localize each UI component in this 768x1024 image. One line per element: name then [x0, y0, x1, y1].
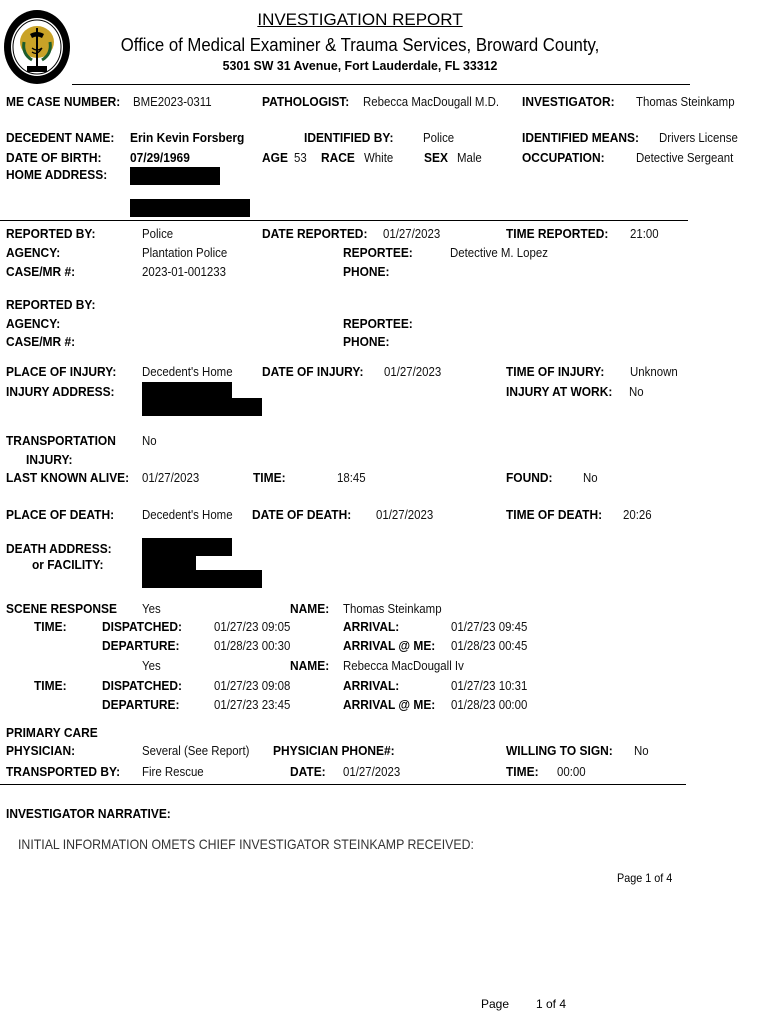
age-label: AGE — [262, 150, 288, 165]
transportation-label: TRANSPORTATION — [6, 433, 116, 448]
transport-time-label: TIME: — [506, 764, 539, 779]
transportation-injury-label: INJURY: — [26, 452, 73, 467]
time-of-death-label: TIME OF DEATH: — [506, 507, 603, 522]
responder-2-departure: 01/27/23 23:45 — [214, 697, 291, 712]
responder-1-arrival: 01/27/23 09:45 — [451, 619, 528, 634]
primary-care-label: PRIMARY CARE — [6, 725, 98, 740]
willing-to-sign-label: WILLING TO SIGN: — [506, 743, 613, 758]
occupation-label: OCCUPATION: — [522, 150, 605, 165]
redaction-home-address-2 — [130, 199, 250, 217]
death-facility-label: or FACILITY: — [32, 557, 104, 572]
dob-label: DATE OF BIRTH: — [6, 150, 102, 165]
responder-1-arrival-me: 01/28/23 00:45 — [451, 638, 528, 653]
transport-date-label: DATE: — [290, 764, 326, 779]
decedent-name-value: Erin Kevin Forsberg — [130, 130, 245, 145]
injury-at-work-label: INJURY AT WORK: — [506, 384, 613, 399]
identified-by-label: IDENTIFIED BY: — [304, 130, 394, 145]
footer-page-label: Page — [481, 997, 510, 1011]
report-title: INVESTIGATION REPORT — [257, 10, 463, 29]
date-reported-label: DATE REPORTED: — [262, 226, 368, 241]
responder-1-dispatched-label: DISPATCHED: — [102, 619, 182, 634]
reported-by-2-label: REPORTED BY: — [6, 297, 96, 312]
identified-means-label: IDENTIFIED MEANS: — [522, 130, 639, 145]
case-mr-value: 2023-01-001233 — [142, 264, 226, 279]
scene-response-label: SCENE RESPONSE — [6, 601, 118, 616]
transport-time-value: 00:00 — [557, 764, 586, 779]
responder-1-name: Thomas Steinkamp — [343, 601, 442, 616]
date-of-death-value: 01/27/2023 — [376, 507, 434, 522]
time-reported-label: TIME REPORTED: — [506, 226, 609, 241]
responder-1-name-label: NAME: — [290, 601, 330, 616]
responder-2-arrival-me-label: ARRIVAL @ ME: — [343, 697, 436, 712]
responder-2-name: Rebecca MacDougall Iv — [343, 658, 464, 673]
race-label: RACE — [321, 150, 355, 165]
responder-1-departure-label: DEPARTURE: — [102, 638, 180, 653]
responder-2-arrival-label: ARRIVAL: — [343, 678, 400, 693]
responder-2-dispatched-label: DISPATCHED: — [102, 678, 182, 693]
redaction-death-address-3 — [142, 570, 262, 588]
phone-label: PHONE: — [343, 264, 390, 279]
redaction-injury-address-2 — [142, 398, 262, 416]
responder-1-departure: 01/28/23 00:30 — [214, 638, 291, 653]
pathologist-value: Rebecca MacDougall M.D. — [363, 94, 500, 109]
redaction-injury-address — [142, 382, 232, 398]
time-of-injury-value: Unknown — [630, 364, 678, 379]
time-reported-value: 21:00 — [630, 226, 659, 241]
agency-label: AGENCY: — [6, 245, 61, 260]
case-mr-label: CASE/MR #: — [6, 264, 76, 279]
last-known-alive-value: 01/27/2023 — [142, 470, 200, 485]
footer-page-count: 1 of 4 — [536, 997, 567, 1011]
narrative-label: INVESTIGATOR NARRATIVE: — [6, 806, 171, 821]
physician-label: PHYSICIAN: — [6, 743, 76, 758]
time-value: 18:45 — [337, 470, 366, 485]
decedent-name-label: DECEDENT NAME: — [6, 130, 115, 145]
place-of-injury-value: Decedent's Home — [142, 364, 233, 379]
responder-1-dispatched: 01/27/23 09:05 — [214, 619, 291, 634]
reported-by-value: Police — [142, 226, 174, 241]
narrative-text: INITIAL INFORMATION OMETS CHIEF INVESTIGATOR STEINKAMP RECEIVED: — [18, 836, 474, 852]
redaction-home-address — [130, 167, 220, 185]
divider — [72, 84, 690, 85]
pathologist-label: PATHOLOGIST: — [262, 94, 350, 109]
sex-value: Male — [457, 150, 482, 165]
willing-to-sign-value: No — [634, 743, 649, 758]
phone-2-label: PHONE: — [343, 334, 390, 349]
investigator-value: Thomas Steinkamp — [636, 94, 735, 109]
reportee-2-label: REPORTEE: — [343, 316, 413, 331]
last-known-alive-label: LAST KNOWN ALIVE: — [6, 470, 130, 485]
agency-value: Plantation Police — [142, 245, 228, 260]
transported-by-label: TRANSPORTED BY: — [6, 764, 121, 779]
me-case-label: ME CASE NUMBER: — [6, 94, 121, 109]
dob-value: 07/29/1969 — [130, 150, 190, 165]
reported-by-label: REPORTED BY: — [6, 226, 96, 241]
place-of-injury-label: PLACE OF INJURY: — [6, 364, 117, 379]
time-of-death-value: 20:26 — [623, 507, 652, 522]
date-of-injury-value: 01/27/2023 — [384, 364, 442, 379]
divider — [0, 220, 688, 221]
investigator-label: INVESTIGATOR: — [522, 94, 615, 109]
place-of-death-value: Decedent's Home — [142, 507, 233, 522]
identified-means-value: Drivers License — [659, 130, 738, 145]
redaction-death-address — [142, 538, 232, 556]
responder-1-arrival-me-label: ARRIVAL @ ME: — [343, 638, 436, 653]
transport-date-value: 01/27/2023 — [343, 764, 401, 779]
time-of-injury-label: TIME OF INJURY: — [506, 364, 605, 379]
agency-2-label: AGENCY: — [6, 316, 61, 331]
transported-by-value: Fire Rescue — [142, 764, 204, 779]
reportee-value: Detective M. Lopez — [450, 245, 548, 260]
occupation-value: Detective Sergeant — [636, 150, 734, 165]
responder-2-departure-label: DEPARTURE: — [102, 697, 180, 712]
office-name: Office of Medical Examiner & Trauma Services, Broward County, — [120, 35, 600, 55]
place-of-death-label: PLACE OF DEATH: — [6, 507, 115, 522]
date-of-injury-label: DATE OF INJURY: — [262, 364, 364, 379]
sex-label: SEX — [424, 150, 448, 165]
responder-2-dispatched: 01/27/23 09:08 — [214, 678, 291, 693]
me-case-value: BME2023-0311 — [133, 94, 212, 109]
physician-phone-label: PHYSICIAN PHONE#: — [273, 743, 395, 758]
responder-1-arrival-label: ARRIVAL: — [343, 619, 400, 634]
injury-address-label: INJURY ADDRESS: — [6, 384, 115, 399]
divider — [0, 784, 686, 785]
responder-1-time-label: TIME: — [34, 619, 67, 634]
found-value: No — [583, 470, 598, 485]
race-value: White — [364, 150, 394, 165]
time-label: TIME: — [253, 470, 286, 485]
page-number-inline: Page 1 of 4 — [617, 871, 673, 885]
injury-at-work-value: No — [629, 384, 644, 399]
identified-by-value: Police — [423, 130, 455, 145]
age-value: 53 — [294, 150, 307, 165]
office-address: 5301 SW 31 Avenue, Fort Lauderdale, FL 33312 — [222, 58, 498, 73]
redaction-death-address-2 — [142, 556, 196, 570]
scene-response-value: Yes — [142, 601, 161, 616]
responder-2-time-label: TIME: — [34, 678, 67, 693]
home-address-label: HOME ADDRESS: — [6, 167, 108, 182]
responder-2-name-label: NAME: — [290, 658, 330, 673]
death-address-label: DEATH ADDRESS: — [6, 541, 112, 556]
case-mr-2-label: CASE/MR #: — [6, 334, 76, 349]
date-of-death-label: DATE OF DEATH: — [252, 507, 352, 522]
found-label: FOUND: — [506, 470, 553, 485]
date-reported-value: 01/27/2023 — [383, 226, 441, 241]
reportee-label: REPORTEE: — [343, 245, 413, 260]
responder-2-yes: Yes — [142, 658, 161, 673]
transportation-value: No — [142, 433, 157, 448]
physician-value: Several (See Report) — [142, 743, 250, 758]
responder-2-arrival-me: 01/28/23 00:00 — [451, 697, 528, 712]
responder-2-arrival: 01/27/23 10:31 — [451, 678, 528, 693]
